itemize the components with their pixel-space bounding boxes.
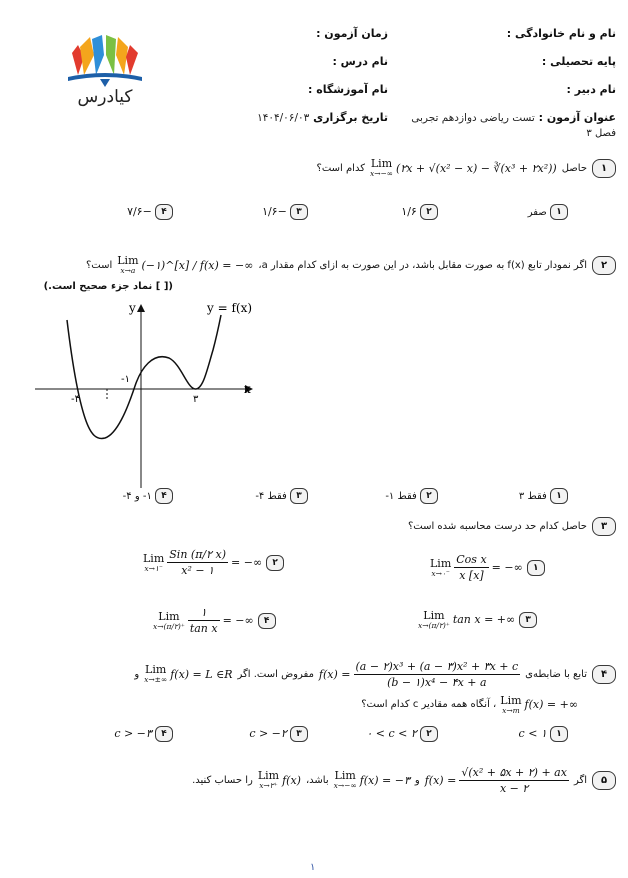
name-label: نام و نام خانوادگی :: [506, 27, 616, 40]
q4-option-1[interactable]: [519, 726, 568, 742]
option-text: −۱/۶: [262, 205, 287, 218]
q4-condition-1: Lim x→±∞ f(x) = L ∈R: [144, 663, 233, 685]
grade-label: پایه تحصیلی :: [541, 55, 616, 68]
y-axis-label: y: [129, 301, 136, 315]
question-text-c: و: [134, 668, 140, 680]
function-curve: [67, 315, 221, 438]
q2-option-2[interactable]: [385, 488, 438, 504]
question-expression: [370, 158, 557, 178]
option-number: ۲: [420, 726, 438, 742]
q2-option-4[interactable]: [123, 488, 173, 504]
date-value: ۱۴۰۴/۰۶/۰۳: [257, 112, 310, 124]
logo-text: کیادرس: [77, 87, 133, 107]
question-3: [408, 517, 616, 536]
option-rhs: tan x = +∞: [452, 613, 516, 627]
option-number: ۳: [290, 204, 308, 220]
option-rhs: = −∞: [231, 556, 263, 569]
option-text: c < ۱: [518, 727, 547, 740]
exam-title: [411, 111, 616, 124]
question-1: [317, 156, 616, 180]
function-graph: [35, 300, 255, 490]
question-text-end: است؟: [85, 259, 113, 271]
q1-option-2[interactable]: [401, 204, 438, 220]
q1-option-4[interactable]: [127, 204, 173, 220]
lim-operator: Lim x→۱⁻: [143, 551, 165, 573]
option-rhs: = −∞: [491, 561, 523, 574]
question-text-a: تابع با ضابطه‌ی: [525, 668, 587, 680]
question-expression: [117, 255, 253, 275]
question-text-d: ، آنگاه همه مقادیر c کدام است؟: [361, 699, 497, 711]
option-number: ۴: [155, 726, 173, 742]
lim-operator: Lim x→(π/۲)⁺: [153, 609, 185, 631]
question-text-before: حاصل: [561, 162, 587, 174]
fraction: $\frac{\text{Sin (π/۲ x)}}{\text{x² − ۱}}$: [169, 548, 227, 577]
question-text-c: باشد،: [305, 774, 329, 786]
chapter-label: فصل ۳: [586, 128, 616, 139]
question-text-b: مفروض است. اگر: [237, 668, 314, 680]
q2-option-1[interactable]: [519, 488, 568, 504]
option-number: ۲: [266, 555, 284, 571]
option-number: ۱: [550, 726, 568, 742]
book-logo-icon: [60, 35, 150, 90]
option-expression: [153, 606, 254, 635]
tick-neg1: -۱: [121, 374, 130, 385]
fraction: $\frac{\text{Cos x}}{x [x]}$: [456, 553, 487, 582]
q4-condition-2: Lim x→m f(x) = +∞: [500, 694, 578, 715]
option-rhs: = −∞: [222, 614, 254, 627]
date-label: تاریخ برگزاری: [313, 111, 388, 124]
q2-option-3[interactable]: [255, 488, 308, 504]
q4-function: f(x) = $\frac{\text{(a − ۲)x³ + (a − ۳)x² + ۳x + c}}{\text{(b − ۱)x⁴ − ۴x + a}}$: [318, 659, 519, 689]
lim-operator: Lim x→(π/۲)⁺: [418, 609, 450, 630]
q5-condition: Lim x→−∞ f(x) = −۳: [333, 769, 410, 791]
option-number: ۳: [290, 726, 308, 742]
option-number: ۴: [155, 488, 173, 504]
lim-operator: Lim x→a: [117, 254, 139, 276]
question-5: [192, 762, 616, 798]
question-text-d: را حساب کنید.: [192, 774, 253, 786]
option-text: c > −۲: [249, 727, 287, 740]
lim-operator: Lim x→۰⁻: [430, 556, 452, 578]
question-text-after: کدام است؟: [316, 162, 365, 174]
option-number: ۳: [290, 488, 308, 504]
option-text: فقط ۴-: [255, 491, 287, 502]
q3-option-3[interactable]: [418, 610, 537, 630]
time-label: زمان آزمون :: [316, 27, 388, 40]
q1-option-3[interactable]: [262, 204, 308, 220]
option-number: ۲: [420, 488, 438, 504]
page-number: ۱: [310, 862, 316, 873]
subject-label: نام درس :: [332, 55, 388, 68]
q4-option-4[interactable]: [114, 726, 173, 742]
q4-option-3[interactable]: [249, 726, 308, 742]
question-text: حاصل کدام حد درست محاسبه شده است؟: [407, 521, 587, 532]
question-number: ۲: [592, 256, 616, 275]
q1-expression: (۲x + √(x² − x) − ∛(x³ + ۲x²)): [396, 161, 557, 175]
curve-label: y = f(x): [207, 301, 253, 315]
lim-operator: Lim x→m: [500, 694, 522, 715]
q3-option-4[interactable]: [153, 606, 276, 635]
lim-operator: Lim x→−∞: [333, 769, 357, 791]
fraction: $\frac{\text{(a − ۲)x³ + (a − ۳)x² + ۳x + c}}{\text{(b − ۱)x⁴ − ۴x + a}}$: [355, 659, 519, 689]
q3-option-1[interactable]: [430, 553, 545, 582]
option-number: ۱: [550, 204, 568, 220]
option-expression: [418, 610, 515, 630]
tick-neg4: -۴: [71, 394, 80, 405]
q4-option-2[interactable]: [366, 726, 438, 742]
exam-title-label: عنوان آزمون :: [538, 111, 616, 124]
option-number: ۱: [550, 488, 568, 504]
q1-option-1[interactable]: [528, 204, 568, 220]
fraction: $\frac{۱}{\text{tan x}}$: [189, 606, 218, 635]
option-text: ۱- و ۴-: [122, 491, 152, 502]
fraction: $\frac{\text{√(x² + ۵x + ۲) + ax}}{x - ۲}$: [461, 765, 567, 795]
option-text: فقط ۳: [518, 491, 547, 502]
lim-operator: Lim x→−∞: [369, 157, 394, 179]
question-text: اگر نمودار تابع f(x) به صورت مقابل باشد، در این صورت به ازای کدام مقدار a،: [258, 259, 587, 271]
q5-target: Lim x→۲⁺ f(x): [257, 769, 301, 791]
exam-date: [257, 111, 388, 124]
tick-3: ۳: [193, 394, 199, 405]
teacher-label: نام دبیر :: [566, 83, 616, 96]
question-4: [134, 656, 616, 692]
option-number: ۴: [258, 613, 276, 629]
q2-limit-expression: (−۱)^[x] / f(x) = −∞: [141, 258, 254, 272]
question-number: ۵: [592, 771, 616, 790]
option-text: c > −۳: [114, 727, 152, 740]
q5-function: f(x) = $\frac{\text{√(x² + ۵x + ۲) + ax}}{x - ۲}$: [424, 765, 567, 795]
option-text: ۱/۶: [401, 205, 417, 218]
option-expression: [143, 548, 262, 577]
lim-operator: Lim x→۲⁺: [257, 769, 280, 791]
school-label: نام آموزشگاه :: [307, 83, 388, 96]
logo: [60, 35, 150, 115]
question-number: ۳: [592, 517, 616, 536]
x-axis-label: x: [244, 382, 251, 396]
option-number: ۳: [519, 612, 537, 628]
option-number: ۴: [155, 204, 173, 220]
option-text: −۷/۶: [127, 205, 152, 218]
question-text-a: اگر: [573, 774, 587, 786]
option-number: ۱: [527, 560, 545, 576]
question-2: [86, 252, 616, 278]
option-text: فقط ۱-: [385, 491, 417, 502]
option-text: ۰ < c < ۲: [366, 727, 417, 740]
option-text: صفر: [527, 207, 547, 218]
question-number: ۱: [592, 159, 616, 178]
question-text-b: و: [414, 774, 420, 786]
option-number: ۲: [420, 204, 438, 220]
y-arrow-icon: [137, 304, 145, 312]
q3-option-2[interactable]: [143, 548, 284, 577]
exam-title-value: تست ریاضی دوازدهم تجربی: [411, 112, 535, 124]
lim-operator: Lim x→±∞: [144, 663, 168, 685]
question-number: ۴: [592, 665, 616, 684]
q2-note: ([ ] نماد جزء صحیح است.): [43, 281, 173, 292]
q4-line-2: [361, 695, 578, 715]
option-expression: [430, 553, 523, 582]
